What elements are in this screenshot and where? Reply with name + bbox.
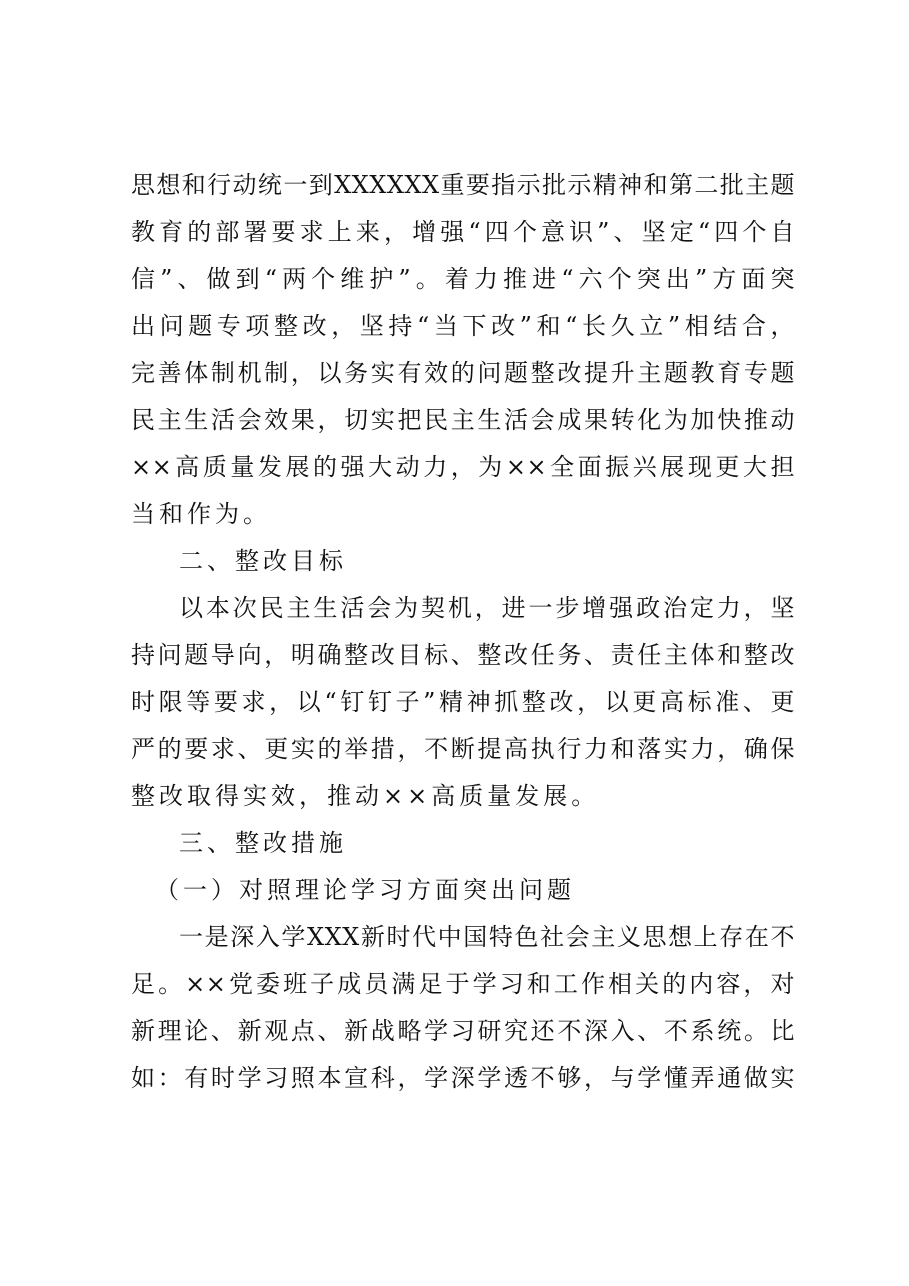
text-line: 当和作为。 bbox=[131, 500, 271, 528]
text-line: 教育的部署要求上来，增强“四个意识”、坚定“四个自 bbox=[131, 218, 795, 246]
text-line: 以本次民主生活会为契机，进一步增强政治定力，坚 bbox=[179, 594, 795, 622]
text-line: 新理论、新观点、新战略学习研究还不深入、不系统。比 bbox=[131, 1017, 795, 1045]
text-line: 完善体制机制，以务实有效的问题整改提升主题教育专题 bbox=[131, 359, 795, 387]
document-body bbox=[131, 162, 795, 1102]
text-line: 整改取得实效，推动××高质量发展。 bbox=[131, 782, 600, 810]
text-line: 足。××党委班子成员满足于学习和工作相关的内容，对 bbox=[131, 970, 795, 998]
text-line: 民主生活会效果，切实把民主生活会成果转化为加快推动 bbox=[131, 406, 795, 434]
text-line: 如：有时学习照本宣科，学深学透不够，与学懂弄通做实 bbox=[131, 1064, 795, 1092]
text-line: 时限等要求，以“钉钉子”精神抓整改，以更高标准、更 bbox=[131, 688, 795, 716]
text-line: ××高质量发展的强大动力，为××全面振兴展现更大担 bbox=[131, 453, 795, 481]
text-line: 信”、做到“两个维护”。着力推进“六个突出”方面突 bbox=[131, 265, 795, 293]
text-line: 持问题导向，明确整改目标、整改任务、责任主体和整改 bbox=[131, 641, 795, 669]
text-line: 出问题专项整改，坚持“当下改”和“长久立”相结合， bbox=[131, 312, 795, 340]
text-line: 严的要求、更实的举措，不断提高执行力和落实力，确保 bbox=[131, 735, 795, 763]
section-heading: 二、整改目标 bbox=[179, 547, 347, 575]
section-heading: 三、整改措施 bbox=[179, 829, 347, 857]
text-line: 思想和行动统一到XXXXXX重要指示批示精神和第二批主题 bbox=[131, 171, 795, 199]
text-line: 一是深入学XXX新时代中国特色社会主义思想上存在不 bbox=[179, 923, 795, 951]
subsection-heading: （一）对照理论学习方面突出问题 bbox=[155, 876, 575, 904]
